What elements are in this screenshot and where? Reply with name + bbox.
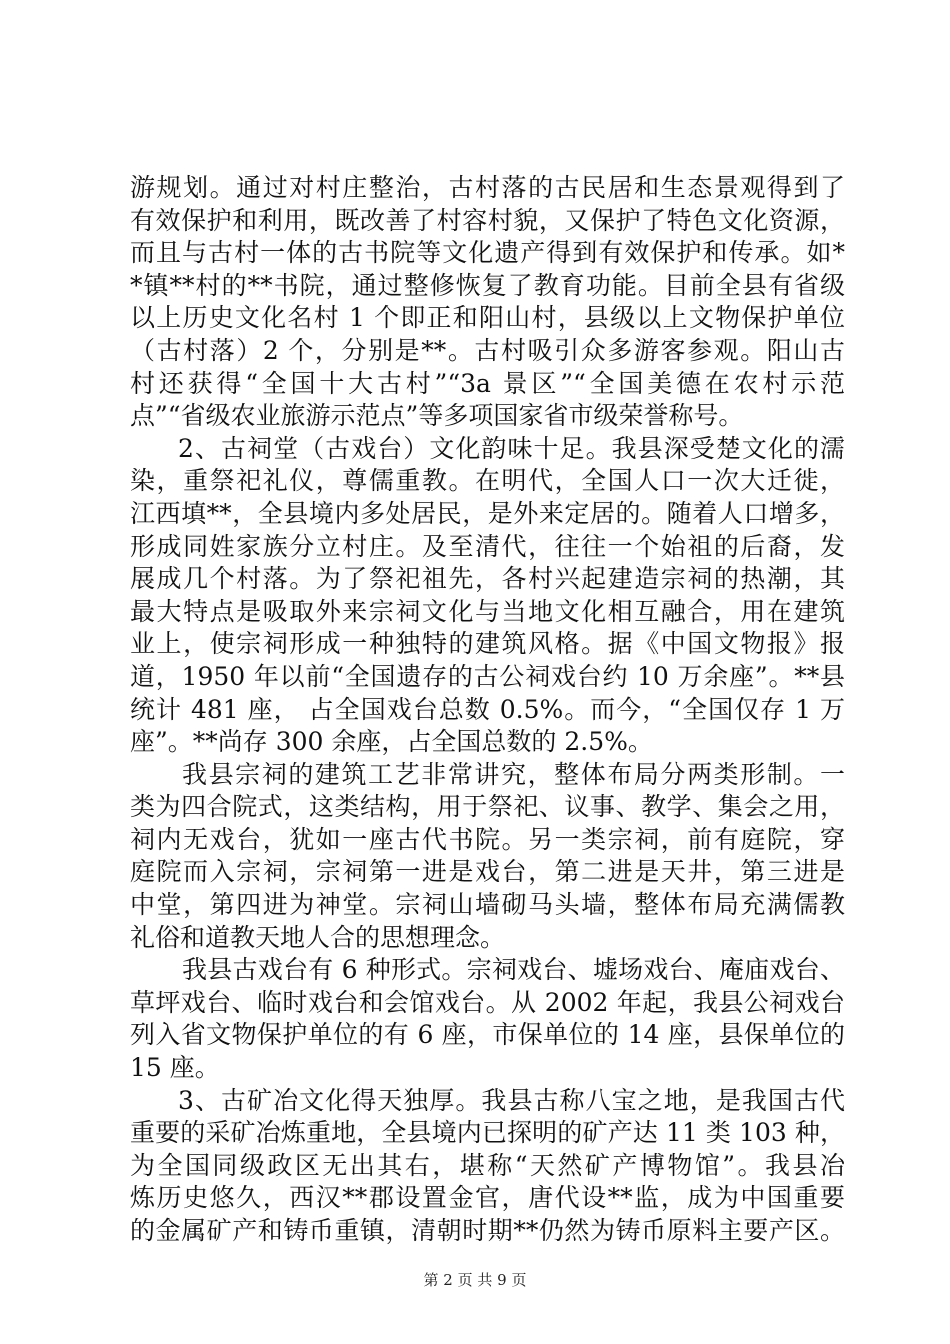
text-line: 道，1950 年以前“全国遗存的古公祠戏台约 10 万余座”。**县 <box>130 661 845 691</box>
text-line: 染，重祭祀礼仪，尊儒重教。在明代，全国人口一次大迁徙， <box>130 466 845 496</box>
text-line: 江西填**，全县境内多处居民，是外来定居的。随着人口增多， <box>130 498 845 528</box>
text-line: 形成同姓家族分立村庄。及至清代，往往一个始祖的后裔，发 <box>130 531 845 561</box>
text-line: *镇**村的**书院，通过整修恢复了教育功能。目前全县有省级 <box>130 270 845 300</box>
text-line: 草坪戏台、临时戏台和会馆戏台。从 2002 年起，我县公祠戏台 <box>130 987 845 1017</box>
text-line: 业上，使宗祠形成一种独特的建筑风格。据《中国文物报》报 <box>130 629 845 659</box>
text-line: 15 座。 <box>130 1053 220 1083</box>
text-line: 3、古矿冶文化得天独厚。我县古称八宝之地，是我国古代 <box>178 1085 845 1115</box>
text-line: 炼历史悠久，西汉**郡设置金官，唐代设**监，成为中国重要 <box>130 1183 845 1213</box>
text-line: （古村落）2 个，分别是**。古村吸引众多游客参观。阳山古 <box>130 335 845 365</box>
text-line: 重要的采矿冶炼重地，全县境内已探明的矿产达 11 类 103 种， <box>130 1118 845 1148</box>
text-line: 游规划。通过对村庄整治，古村落的古民居和生态景观得到了 <box>130 173 845 202</box>
page-number-footer: 第 2 页 共 9 页 <box>423 1271 527 1289</box>
document-body <box>130 172 845 1248</box>
text-line: 最大特点是吸取外来宗祠文化与当地文化相互融合，用在建筑 <box>130 596 845 626</box>
text-line: 村还获得“全国十大古村”“3a 景区”“全国美德在农村示范 <box>130 368 845 398</box>
text-line: 庭院而入宗祠，宗祠第一进是戏台，第二进是天井，第三进是 <box>130 857 845 887</box>
text-line: 我县宗祠的建筑工艺非常讲究，整体布局分两类形制。一 <box>182 759 845 789</box>
text-line: 中堂，第四进为神堂。宗祠山墙砌马头墙，整体布局充满儒教 <box>130 890 845 920</box>
text-line: 有效保护和利用，既改善了村容村貌，又保护了特色文化资源， <box>130 205 845 235</box>
text-line: 的金属矿产和铸币重镇，清朝时期**仍然为铸币原料主要产区。 <box>130 1216 845 1245</box>
text-line: 座”。**尚存 300 余座，占全国总数的 2.5%。 <box>130 727 653 757</box>
text-line: 2、古祠堂（古戏台）文化韵味十足。我县深受楚文化的濡 <box>178 433 845 463</box>
text-line: 以上历史文化名村 1 个即正和阳山村，县级以上文物保护单位 <box>130 303 845 333</box>
text-line: 列入省文物保护单位的有 6 座，市保单位的 14 座，县保单位的 <box>130 1020 845 1050</box>
text-line: 展成几个村落。为了祭祀祖先，各村兴起建造宗祠的热潮，其 <box>130 564 845 594</box>
text-line: 我县古戏台有 6 种形式。宗祠戏台、墟场戏台、庵庙戏台、 <box>182 955 845 985</box>
text-line: 礼俗和道教天地人合的思想理念。 <box>130 922 506 952</box>
text-line: 为全国同级政区无出其右，堪称“天然矿产博物馆”。我县冶 <box>130 1150 845 1180</box>
text-line: 而且与古村一体的古书院等文化遗产得到有效保护和传承。如* <box>130 238 845 268</box>
text-line: 点”“省级农业旅游示范点”等多项国家省市级荣誉称号。 <box>130 401 744 431</box>
text-line: 统计 481 座， 占全国戏台总数 0.5%。而今，“全国仅存 1 万 <box>130 694 845 724</box>
text-line: 祠内无戏台，犹如一座古代书院。另一类宗祠，前有庭院，穿 <box>130 824 845 854</box>
text-line: 类为四合院式，这类结构，用于祭祀、议事、教学、集会之用， <box>130 792 845 822</box>
